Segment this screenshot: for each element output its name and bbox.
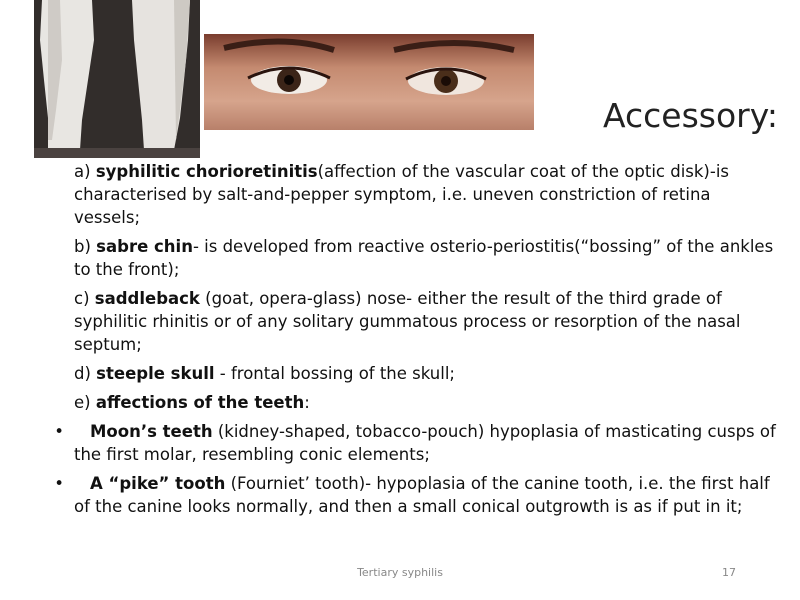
bullet-icon: • (54, 422, 64, 441)
item-text: - is developed from reactive osterio-periostitis(“bossing” of the ankles to the front); (74, 237, 774, 279)
item-text: (goat, opera-glass) nose- either the result of the third grade of syphilitic rhinitis or of any solitary gummatous process or resorption of the nasal septum; (74, 289, 741, 354)
legs-photo (34, 0, 200, 158)
list-item-e (34, 391, 778, 414)
bullet-text: (kidney-shaped, tobacco-pouch) hypoplasia of masticating cusps of the first molar, resembling conic elements; (74, 422, 776, 464)
bullet-icon: • (54, 474, 64, 493)
list-item-a (34, 160, 778, 229)
item-label: e) (74, 393, 91, 412)
bullet-term: A “pike” tooth (90, 474, 226, 493)
item-term: affections of the teeth (95, 393, 305, 412)
list-item-c (34, 287, 778, 356)
eyes-photo (204, 34, 534, 130)
footer-title: Tertiary syphilis (357, 566, 443, 579)
item-label: c) (74, 289, 90, 308)
slide-title: Accessory: (603, 96, 778, 135)
page-number: 17 (722, 566, 736, 579)
item-label: a) (74, 162, 91, 181)
list-item-d (34, 362, 778, 385)
bullet-item-pike-tooth (34, 472, 778, 518)
bullet-item-moon-teeth (34, 420, 778, 466)
item-label: b) (74, 237, 91, 256)
item-label: d) (74, 364, 91, 383)
item-term: saddleback (94, 289, 200, 308)
list-item-b (34, 235, 778, 281)
item-term: steeple skull (96, 364, 215, 383)
item-term: syphilitic chorioretinitis (95, 162, 318, 181)
item-text: (affection of the vascular coat of the optic disk)-is characterised by salt-and-pepper symptom, i.e. uneven constriction of retina vessels; (74, 162, 729, 227)
item-term: sabre chin (96, 237, 193, 256)
item-text: - frontal bossing of the skull; (214, 364, 455, 383)
bullet-text: (Fourniet’ tooth)- hypoplasia of the canine tooth, i.e. the first half of the canine looks normally, and then a small conical outgrowth is as if put in it; (74, 474, 770, 516)
bullet-term: Moon’s teeth (90, 422, 213, 441)
item-text: : (304, 393, 310, 412)
slide-content (34, 160, 778, 524)
